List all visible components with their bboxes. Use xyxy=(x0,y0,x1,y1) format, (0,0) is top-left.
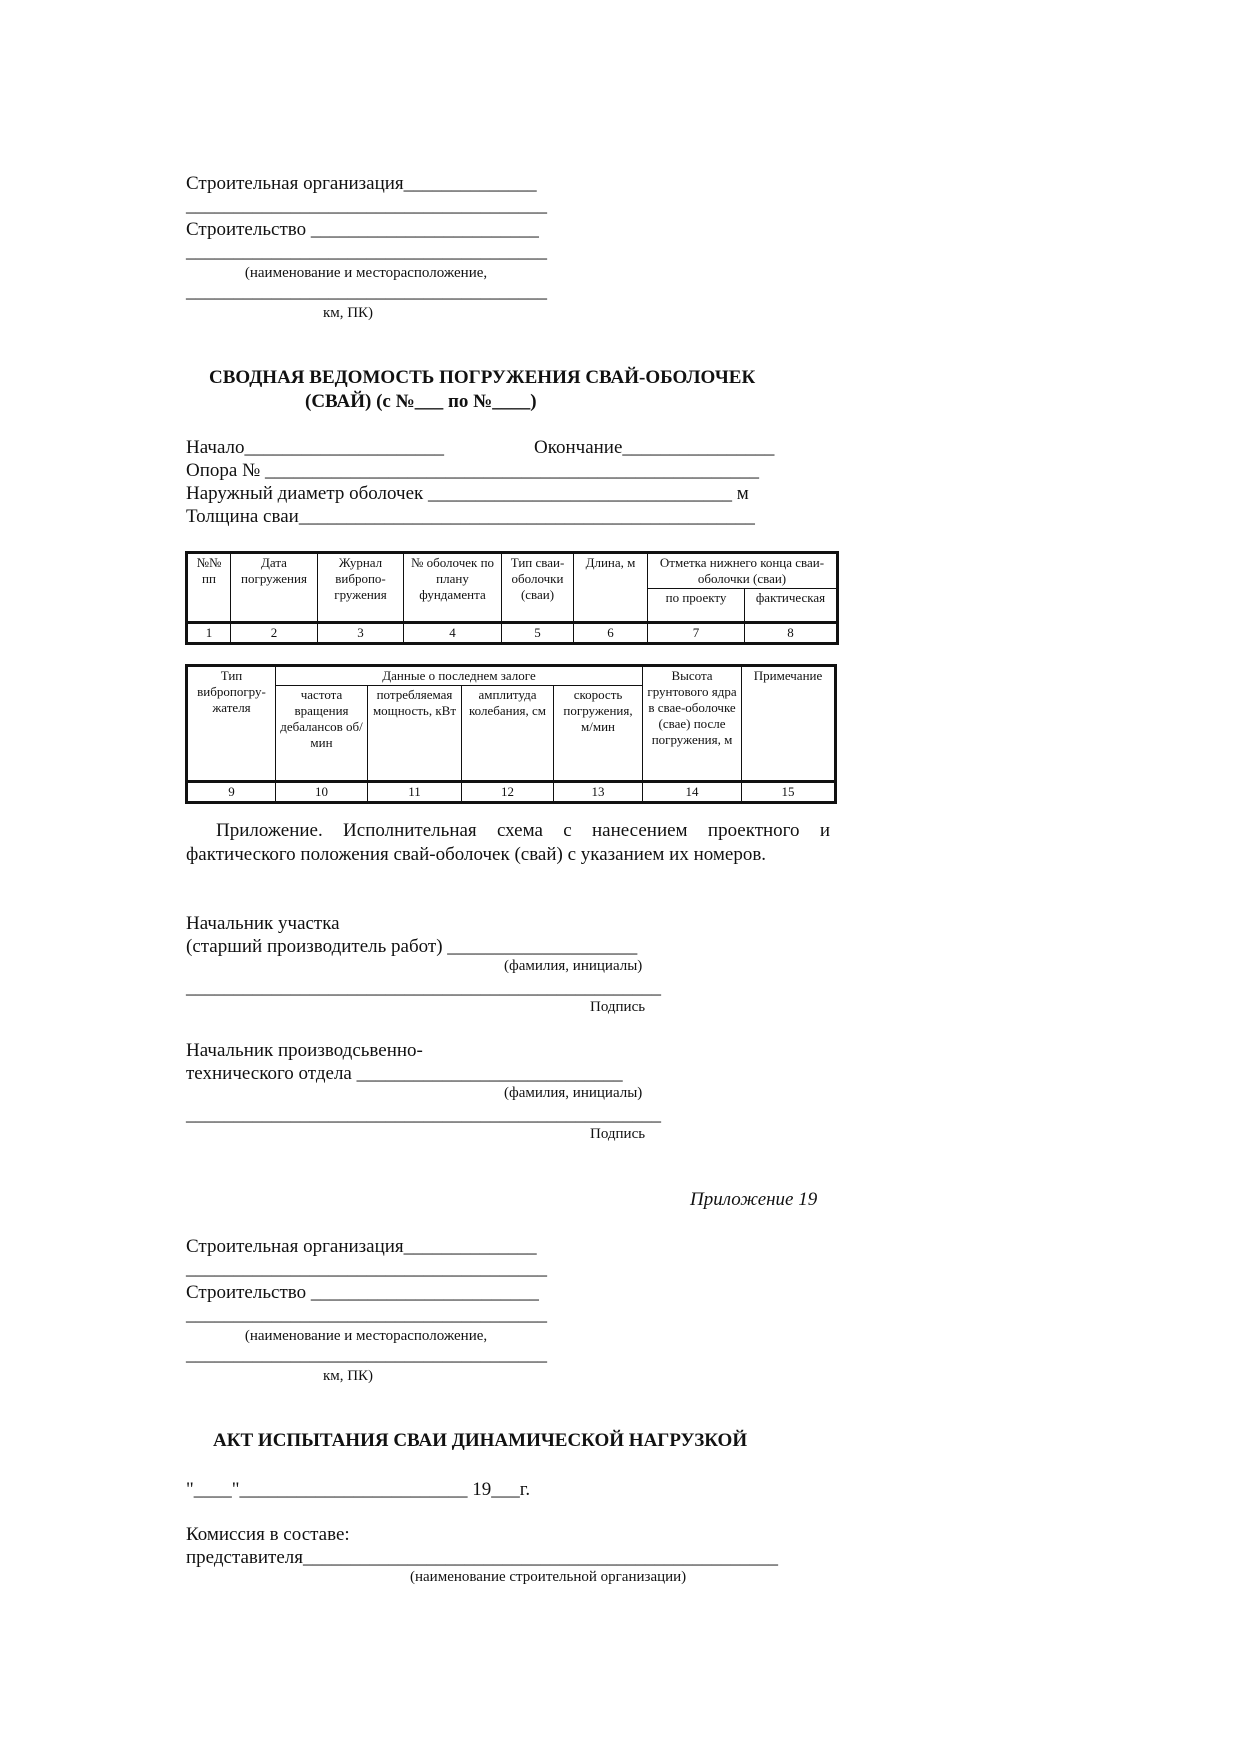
construction-field: Строительство ________________________ xyxy=(186,1282,539,1303)
col-index: 2 xyxy=(231,623,318,644)
col-index: 9 xyxy=(187,782,276,803)
blank-line: ______________________________________ xyxy=(186,1344,547,1365)
role-ptd-chief: Начальник производсьвенно- xyxy=(186,1040,423,1061)
col-lower-end-mark: Отметка нижнего конца сваи-оболочки (сваи) xyxy=(648,553,838,589)
col-actual: фактическая xyxy=(745,589,838,623)
col-index: 6 xyxy=(574,623,648,644)
col-pile-type: Тип сваи-оболочки (сваи) xyxy=(502,553,574,623)
col-index: 14 xyxy=(643,782,742,803)
col-index: 13 xyxy=(554,782,643,803)
col-note: Примечание xyxy=(742,666,836,782)
col-date: Дата погружения xyxy=(231,553,318,623)
caption-signature: Подпись xyxy=(590,1126,646,1142)
document-title: СВОДНАЯ ВЕДОМОСТЬ ПОГРУЖЕНИЯ СВАЙ-ОБОЛОЧЕК xyxy=(209,367,756,388)
caption-name: (фамилия, инициалы) xyxy=(504,1085,643,1101)
col-journal: Журнал вибропо-гружения xyxy=(318,553,404,623)
col-number: №№ пп xyxy=(187,553,231,623)
caption-location: (наименование и месторасположение, xyxy=(244,1328,488,1344)
caption-name: (фамилия, инициалы) xyxy=(504,958,643,974)
blank-line: ______________________________________ xyxy=(186,241,547,262)
col-index: 12 xyxy=(462,782,554,803)
start-field: Начало_____________________ xyxy=(186,437,445,458)
org-field: Строительная организация______________ xyxy=(186,1236,537,1257)
blank-line: ______________________________________ xyxy=(186,281,547,302)
col-power: потребляемая мощность, кВт xyxy=(368,686,462,782)
caption-signature: Подпись xyxy=(590,999,646,1015)
caption-organization: (наименование строительной организации) xyxy=(410,1569,687,1585)
role-ptd-department: технического отдела ____________________________ xyxy=(186,1063,623,1084)
role-senior-foreman: (старший производитель работ) ____________________ xyxy=(186,936,638,957)
blank-line: ______________________________________ xyxy=(186,1258,547,1279)
role-site-chief: Начальник участка xyxy=(186,913,340,934)
construction-field: Строительство ________________________ xyxy=(186,219,539,240)
caption-location: (наименование и месторасположение, xyxy=(244,265,488,281)
col-shell-number: № оболочек по плану фундамента xyxy=(404,553,502,623)
col-index: 5 xyxy=(502,623,574,644)
col-core-height: Высота грунтового ядра в свае-оболочке (свае) после погружения, м xyxy=(643,666,742,782)
immersion-table xyxy=(185,551,839,645)
col-by-project: по проекту xyxy=(648,589,745,623)
last-set-table xyxy=(185,664,837,804)
appendix-number: Приложение 19 xyxy=(690,1189,818,1210)
blank-line: ______________________________________ xyxy=(186,1304,547,1325)
caption-km: км, ПК) xyxy=(322,305,374,321)
col-vibrator-type: Тип вибропогру-жателя xyxy=(187,666,276,782)
appendix-paragraph: Приложение. Исполнительная схема с нанесением проектного и фактического положения свай-оболочек (свай) с указанием их номеров. xyxy=(186,820,830,865)
col-index: 4 xyxy=(404,623,502,644)
col-last-set-group: Данные о последнем залоге xyxy=(276,666,643,686)
org-field: Строительная организация______________ xyxy=(186,173,537,194)
col-amplitude: амплитуда колебания, см xyxy=(462,686,554,782)
col-speed: скорость погружения, м/мин xyxy=(554,686,643,782)
col-index: 8 xyxy=(745,623,838,644)
thickness-field: Толщина сваи________________________________________________ xyxy=(186,506,755,527)
col-rotation-frequency: частота вращения дебалансов об/мин xyxy=(276,686,368,782)
signature-line: __________________________________________________ xyxy=(186,1104,661,1125)
caption-km: км, ПК) xyxy=(322,1368,374,1384)
col-index: 15 xyxy=(742,782,836,803)
commission-representative: представителя__________________________________________________ xyxy=(186,1547,779,1568)
diameter-field: Наружный диаметр оболочек ________________________________ м xyxy=(186,483,749,504)
col-index: 11 xyxy=(368,782,462,803)
end-field: Окончание________________ xyxy=(534,437,775,458)
act-title: АКТ ИСПЫТАНИЯ СВАИ ДИНАМИЧЕСКОЙ НАГРУЗКОЙ xyxy=(213,1430,748,1451)
col-index: 7 xyxy=(648,623,745,644)
document-title-range: (СВАЙ) (с №___ по №____) xyxy=(305,391,537,412)
commission-label: Комиссия в составе: xyxy=(186,1524,350,1545)
col-index: 1 xyxy=(187,623,231,644)
col-index: 3 xyxy=(318,623,404,644)
col-index: 10 xyxy=(276,782,368,803)
signature-line: __________________________________________________ xyxy=(186,977,661,998)
col-length: Длина, м xyxy=(574,553,648,623)
act-date: "____"________________________ 19___г. xyxy=(186,1479,531,1500)
blank-line: ______________________________________ xyxy=(186,195,547,216)
support-field: Опора № ____________________________________________________ xyxy=(186,460,759,481)
